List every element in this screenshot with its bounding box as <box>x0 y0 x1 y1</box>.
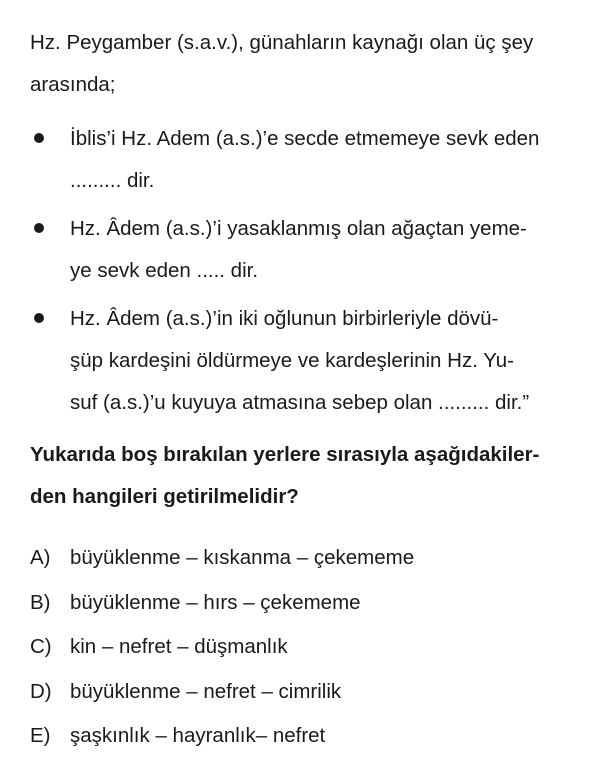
question-line: den hangileri getirilmelidir? <box>30 485 299 508</box>
bullet-line: ye sevk eden ..... dir. <box>70 259 259 282</box>
question-line: Yukarıda boş bırakılan yerlere sırasıyla aşağıdakiler- <box>30 443 540 466</box>
stem-line: arasında; <box>30 73 116 96</box>
bullet-icon <box>34 223 44 233</box>
bullet-line: suf (a.s.)’u kuyuya atmasına sebep olan ......... dir.” <box>70 391 530 414</box>
bullet-item <box>30 208 590 292</box>
bullet-icon <box>34 313 44 323</box>
bullet-item <box>30 118 590 202</box>
option-letter: D) <box>30 679 52 703</box>
option-c[interactable] <box>30 625 590 670</box>
bullet-line: Hz. Âdem (a.s.)’in iki oğlunun birbirleriyle dövü- <box>70 307 499 330</box>
option-text: kin – nefret – düşmanlık <box>70 635 288 658</box>
option-text: şaşkınlık – hayranlık– nefret <box>70 724 326 747</box>
bullet-line: ......... dir. <box>70 169 155 192</box>
question-stem <box>30 22 586 106</box>
bullet-line: Hz. Âdem (a.s.)’i yasaklanmış olan ağaçtan yeme- <box>70 217 527 240</box>
option-text: büyüklenme – kıskanma – çekememe <box>70 546 415 569</box>
option-letter: B) <box>30 590 51 614</box>
option-text: büyüklenme – nefret – cimrilik <box>70 679 342 703</box>
bullet-item <box>30 298 590 424</box>
option-letter: E) <box>30 724 51 747</box>
option-letter: C) <box>30 635 52 658</box>
option-text: büyüklenme – hırs – çekememe <box>70 590 361 614</box>
option-d[interactable] <box>30 670 590 715</box>
option-e[interactable] <box>30 714 590 759</box>
option-b[interactable] <box>30 581 590 626</box>
bullet-icon <box>34 133 44 143</box>
answer-options <box>30 536 590 759</box>
option-letter: A) <box>30 546 51 569</box>
stem-line: Hz. Peygamber (s.a.v.), günahların kaynağı olan üç şey <box>30 31 534 54</box>
bullet-line: İblis’i Hz. Adem (a.s.)’e secde etmemeye sevk eden <box>70 127 540 150</box>
bullet-list <box>30 118 590 424</box>
option-a[interactable] <box>30 536 590 581</box>
bullet-line: şüp kardeşini öldürmeye ve kardeşlerinin Hz. Yu- <box>70 349 515 372</box>
question-prompt <box>30 434 590 518</box>
